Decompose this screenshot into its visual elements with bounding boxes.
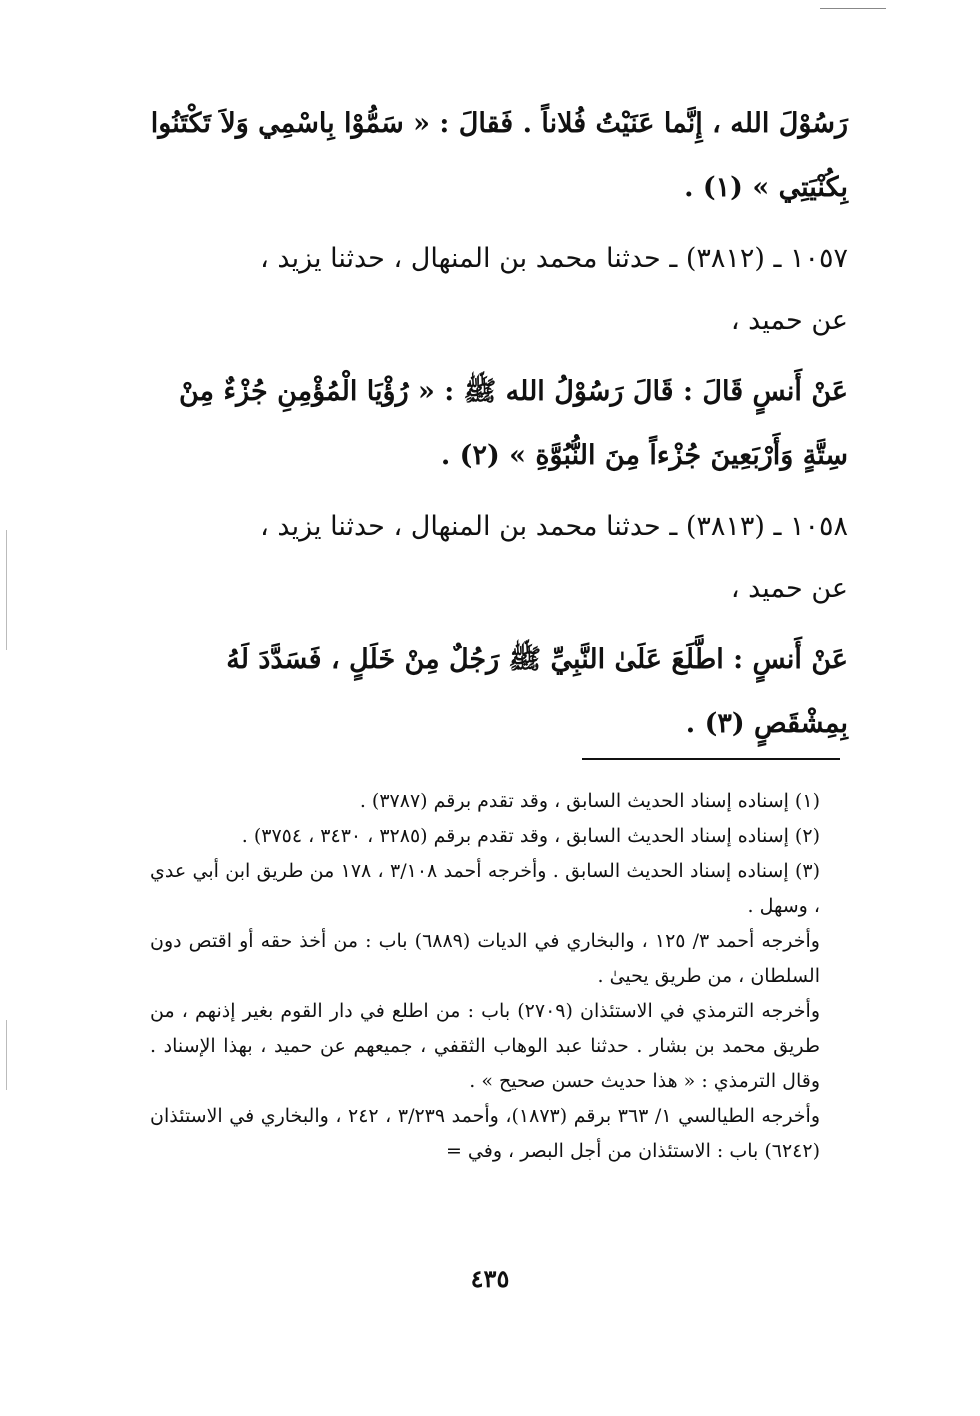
footnote-3-continued: وأخرجه الترمذي في الاستئذان (٢٧٠٩) باب : من اطلع في دار القوم بغير إذنهم ، من طريق محمد بن بشار . حدثنا عبد الوهاب الثقفي ، جميعهم عن حميد ، بهذا الإسناد . وقال الترمذي : « هذا حديث حسن صحيح » . (150, 1000, 820, 1092)
footnote-1: (١) إسناده إسناد الحديث السابق ، وقد تقدم برقم (٣٧٨٧) . (359, 790, 820, 812)
footnote-2: (٢) إسناده إسناد الحديث السابق ، وقد تقدم برقم (٣٢٨٥ ، ٣٤٣٠ ، ٣٧٥٤) . (241, 825, 820, 847)
hadith-text-line: بِكُنْيَتِي » (١) . (684, 172, 848, 203)
hadith-1058-matn: عَنْ أَنسٍ : اطَّلَعَ عَلَىٰ النَّبِيِّ ﷺ رَجُلٌ مِنْ خَلَلٍ ، فَسَدَّدَ لَهُ (226, 644, 848, 675)
footnote-3-continued: وأخرجه أحمد ٣/ ١٢٥ ، والبخاري في الديات (٦٨٨٩) باب : من أخذ حقه أو اقتص دون السلطان ، من طريق يحيىٰ . (150, 930, 820, 987)
hadith-1057-chain: ١٠٥٧ ـ (٣٨١٢) ـ حدثنا محمد بن المنهال ، حدثنا يزيد ، (260, 243, 848, 274)
footnotes (150, 784, 842, 1169)
main-text (148, 92, 848, 756)
hadith-text-line: رَسُوْلَ الله ، إِنَّما عَنَيْتُ فُلاناً . فَقالَ : « سَمُّوْا بِاسْمِي وَلاَ تَكْتَنُوا (150, 108, 848, 139)
footnote-separator (582, 758, 840, 760)
scan-edge-mark (6, 1020, 7, 1090)
hadith-1057-matn: عَنْ أَنسٍ قَالَ : قَالَ رَسُوْلُ الله ﷺ : « رُؤْيَا الْمُؤْمِنِ جُزْءٌ مِنْ (178, 376, 848, 407)
top-edge-line (820, 8, 886, 9)
hadith-1058-matn-end: بِمِشْقَصٍ (٣) . (685, 708, 848, 739)
hadith-1058-chain: ١٠٥٨ ـ (٣٨١٣) ـ حدثنا محمد بن المنهال ، حدثنا يزيد ، (260, 511, 848, 542)
page-number: ٤٣٥ (470, 1264, 510, 1293)
hadith-1058-chain-end: عن حميد ، (730, 573, 848, 604)
footnote-3: (٣) إسناده إسناد الحديث السابق . وأخرجه أحمد ٣/١٠٨ ، ١٧٨ من طريق ابن أبي عدي ، وسهل . (150, 860, 821, 917)
hadith-1057-chain-end: عن حميد ، (730, 305, 848, 336)
hadith-1057-matn-end: سِتَّةٍ وَأَرْبَعِينَ جُزْءاً مِنَ النُّبُوَّةِ » (٢) . (440, 440, 848, 471)
scan-edge-mark (6, 530, 7, 650)
footnote-3-continued: وأخرجه الطيالسي ١/ ٣٦٣ برقم (١٨٧٣)، وأحمد ٣/٢٣٩ ، ٢٤٢ ، والبخاري في الاستئذان (٦٢٤٢) باب : الاستئذان من أجل البصر ، وفي = (150, 1105, 821, 1162)
